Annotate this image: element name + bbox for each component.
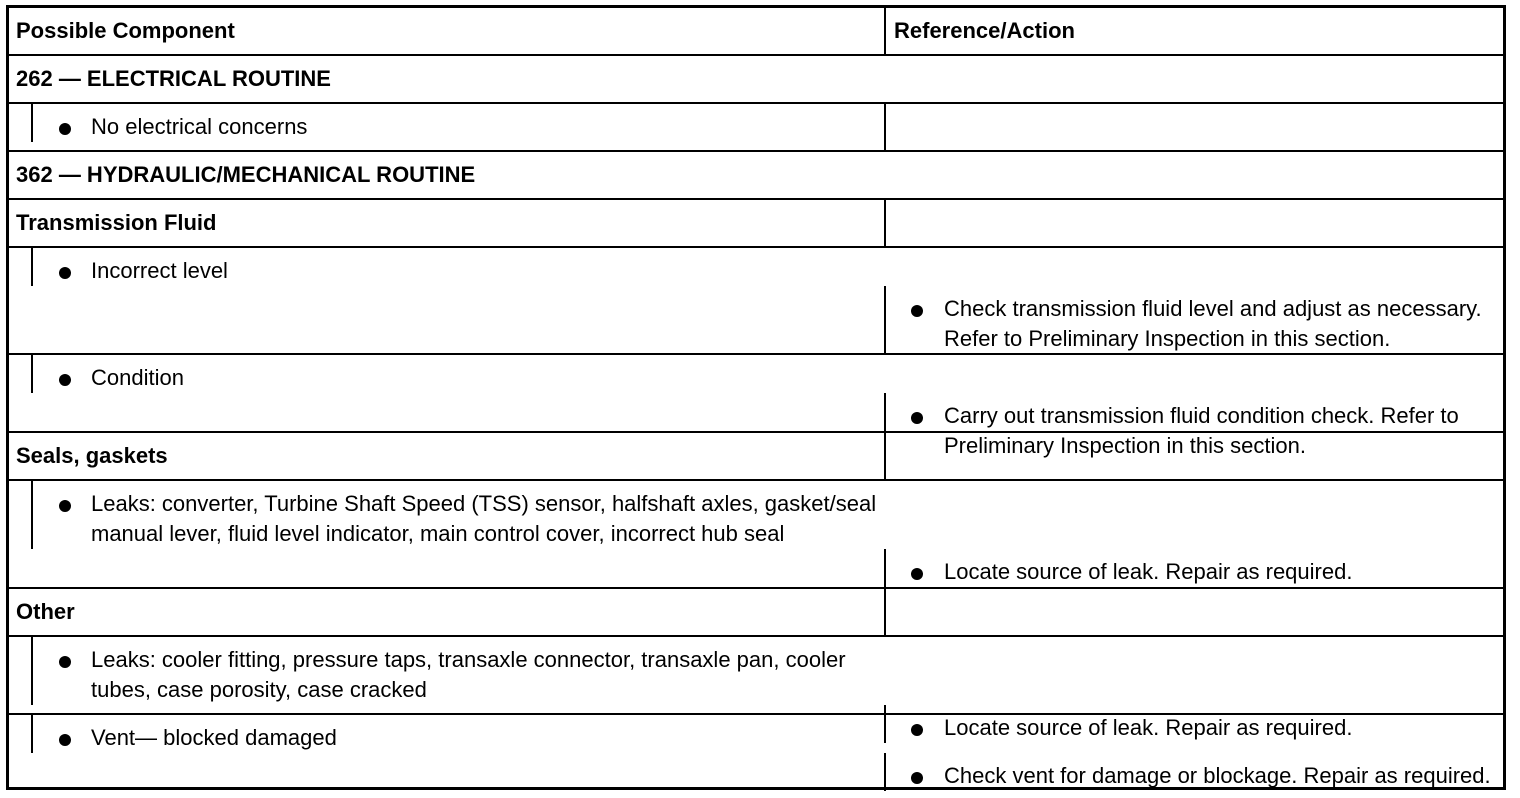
bullet-icon bbox=[911, 772, 923, 784]
bullet-icon bbox=[59, 500, 71, 512]
action-text: Check transmission fluid level and adjust as necessary. Refer to Preliminary Inspection in this section. bbox=[944, 296, 1482, 351]
table-row bbox=[9, 246, 1503, 353]
action-check-vent bbox=[884, 753, 1503, 791]
table-row bbox=[9, 479, 1503, 587]
section-title-electrical: 262 — ELECTRICAL ROUTINE bbox=[16, 66, 331, 91]
action-text: Locate source of leak. Repair as required. bbox=[944, 715, 1353, 740]
action-empty bbox=[884, 589, 1503, 635]
group-row-other bbox=[9, 587, 1503, 635]
group-row-seals-gaskets bbox=[9, 431, 1503, 479]
group-row-transmission-fluid bbox=[9, 198, 1503, 246]
component-text: Vent— blocked damaged bbox=[91, 725, 337, 750]
component-text: Leaks: cooler fitting, pressure taps, transaxle connector, transaxle pan, cooler tubes, case porosity, case cracked bbox=[91, 647, 846, 702]
bullet-icon bbox=[59, 656, 71, 668]
group-title-seals-gaskets: Seals, gaskets bbox=[16, 443, 168, 468]
action-empty bbox=[884, 200, 1503, 246]
action-empty bbox=[884, 433, 1503, 479]
bullet-icon bbox=[911, 305, 923, 317]
table-row bbox=[9, 713, 1503, 787]
component-text: Leaks: converter, Turbine Shaft Speed (TSS) sensor, halfshaft axles, gasket/seal manual lever, fluid level indicator, main control cover, incorrect hub seal bbox=[91, 491, 877, 546]
bullet-icon bbox=[59, 734, 71, 746]
component-text: Condition bbox=[91, 365, 184, 390]
table-row bbox=[9, 102, 1503, 150]
component-incorrect-level bbox=[31, 248, 884, 286]
component-condition bbox=[31, 355, 884, 393]
component-text: Incorrect level bbox=[91, 258, 228, 283]
action-text: Check vent for damage or blockage. Repair as required. bbox=[944, 763, 1491, 788]
bullet-icon bbox=[59, 374, 71, 386]
action-text: Carry out transmission fluid condition check. Refer to Preliminary Inspection in this section. bbox=[944, 403, 1459, 458]
bullet-icon bbox=[59, 123, 71, 135]
action-check-fluid-level bbox=[884, 286, 1503, 354]
header-row bbox=[9, 8, 1503, 54]
section-row-electrical bbox=[9, 54, 1503, 102]
component-text: No electrical concerns bbox=[91, 114, 308, 139]
component-leaks-converter bbox=[31, 481, 884, 549]
bullet-icon bbox=[911, 412, 923, 424]
group-title-other: Other bbox=[16, 599, 75, 624]
header-possible-component: Possible Component bbox=[16, 18, 235, 43]
component-vent-blocked bbox=[31, 715, 884, 753]
component-leaks-cooler-fitting bbox=[31, 637, 884, 705]
action-locate-leak bbox=[884, 549, 1503, 587]
action-empty bbox=[884, 104, 1503, 150]
section-row-hydraulic bbox=[9, 150, 1503, 198]
component-no-electrical-concerns bbox=[31, 104, 884, 142]
header-reference-action: Reference/Action bbox=[884, 8, 1503, 54]
bullet-icon bbox=[59, 267, 71, 279]
action-text: Locate source of leak. Repair as required. bbox=[944, 559, 1353, 584]
bullet-icon bbox=[911, 568, 923, 580]
group-title-transmission-fluid: Transmission Fluid bbox=[16, 210, 217, 235]
section-title-hydraulic: 362 — HYDRAULIC/MECHANICAL ROUTINE bbox=[16, 162, 476, 187]
diagnosis-table bbox=[6, 5, 1506, 790]
